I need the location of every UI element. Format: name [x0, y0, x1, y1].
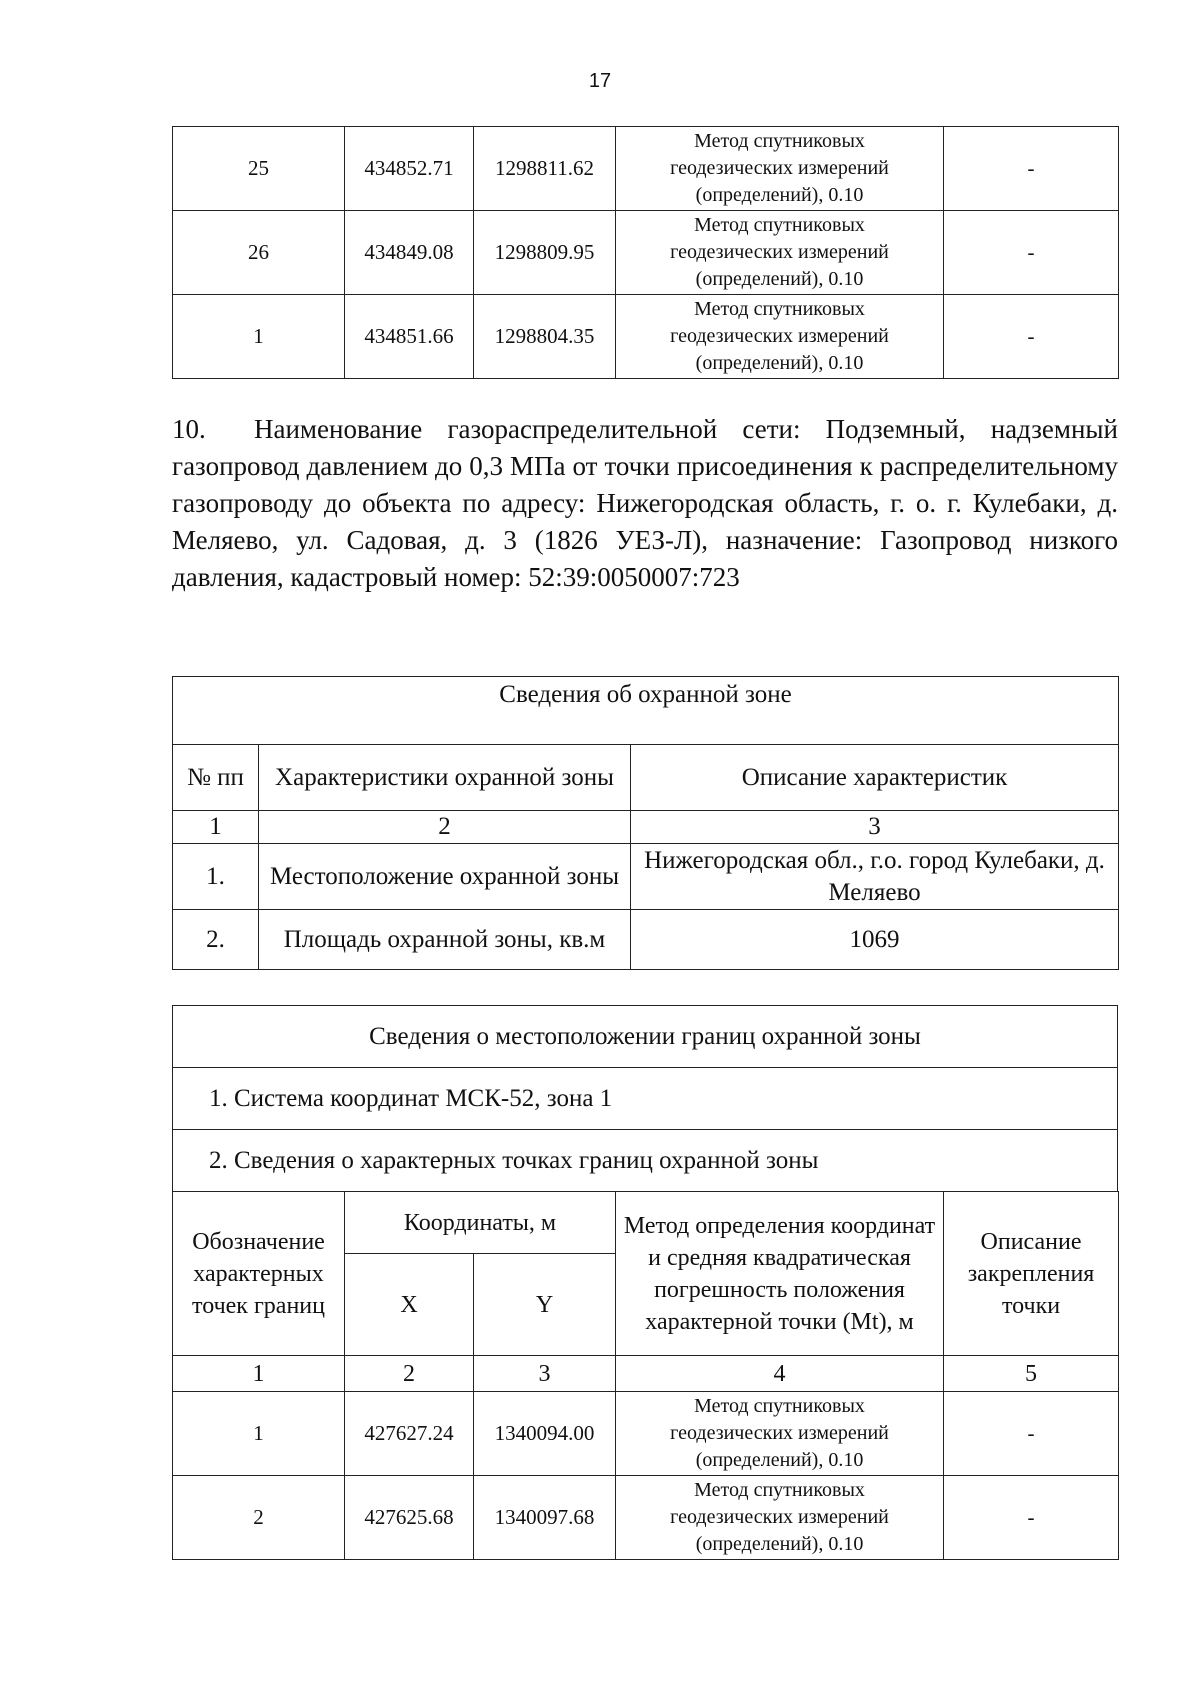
col-number: 5: [944, 1356, 1119, 1392]
column-numbers-row: [173, 1356, 1119, 1392]
header-y: Y: [474, 1254, 616, 1356]
col-number: 3: [631, 811, 1119, 844]
table-row: [173, 1068, 1118, 1130]
section-10-paragraph: [172, 411, 1118, 596]
col-number: 1: [173, 1356, 345, 1392]
point-method: Метод спутниковых геодезических измерений (определений), 0.10: [616, 1392, 944, 1476]
header-characteristics: Характеристики охранной зоны: [259, 745, 631, 811]
table-row: [173, 1130, 1118, 1192]
table-row: [173, 1392, 1119, 1476]
table-header-row: [173, 745, 1119, 811]
point-x: 427625.68: [345, 1476, 474, 1560]
point-y: 1298811.62: [474, 127, 616, 211]
section-text: Наименование газораспределительной сети: Подземный, надземный газопровод давлением до 0,3 МПа от точки присоединения к распределительному газопроводу до объекта по адресу: Нижегородская область, г. о. г. Кулебаки, д. Меляево, ул. Садовая, д. 3 (1826 УЕЗ-Л), назначение: Газопровод низкого давления, кадастровый номер: 52:39:0050007:723: [172, 414, 1118, 592]
point-id: 1: [173, 1392, 345, 1476]
col-number: 2: [259, 811, 631, 844]
header-coordinates: Координаты, м: [345, 1192, 616, 1254]
point-fixing: -: [944, 1392, 1119, 1476]
boundary-points-table: [172, 1191, 1119, 1560]
page-number: 17: [588, 70, 612, 92]
points-table-continuation: [172, 126, 1119, 379]
table-title-row: [173, 677, 1119, 745]
point-x: 434849.08: [345, 211, 474, 295]
header-x: X: [345, 1254, 474, 1356]
col-number: 2: [345, 1356, 474, 1392]
row-characteristic: Местоположение охранной зоны: [259, 844, 631, 910]
row-characteristic: Площадь охранной зоны, кв.м: [259, 910, 631, 970]
table-row: [173, 844, 1119, 910]
row-description: Нижегородская обл., г.о. город Кулебаки, д. Меляево: [631, 844, 1119, 910]
header-description: Описание характеристик: [631, 745, 1119, 811]
row-number: 1.: [173, 844, 259, 910]
zone-info-title: Сведения об охранной зоне: [173, 677, 1119, 745]
section-number: 10.: [172, 414, 206, 444]
point-x: 434852.71: [345, 127, 474, 211]
point-y: 1340094.00: [474, 1392, 616, 1476]
point-id: 26: [173, 211, 345, 295]
table-row: [173, 127, 1119, 211]
point-method: Метод спутниковых геодезических измерений (определений), 0.10: [616, 1476, 944, 1560]
row-number: 2.: [173, 910, 259, 970]
point-y: 1298809.95: [474, 211, 616, 295]
row-description: 1069: [631, 910, 1119, 970]
zone-info-table: [172, 676, 1119, 970]
point-method: Метод спутниковых геодезических измерений (определений), 0.10: [616, 127, 944, 211]
table-row: [173, 1476, 1119, 1560]
point-fixing: -: [944, 1476, 1119, 1560]
point-id: 2: [173, 1476, 345, 1560]
col-number: 1: [173, 811, 259, 844]
point-y: 1298804.35: [474, 295, 616, 379]
point-id: 25: [173, 127, 345, 211]
table-row: [173, 910, 1119, 970]
boundary-info-table: [172, 1005, 1118, 1192]
header-fixing: Описание закрепления точки: [944, 1192, 1119, 1356]
table-header-row: [173, 1192, 1119, 1254]
point-fixing: -: [944, 295, 1119, 379]
point-y: 1340097.68: [474, 1476, 616, 1560]
table-title-row: [173, 1006, 1118, 1068]
point-x: 427627.24: [345, 1392, 474, 1476]
table-row: [173, 295, 1119, 379]
point-id: 1: [173, 295, 345, 379]
point-method: Метод спутниковых геодезических измерений (определений), 0.10: [616, 211, 944, 295]
boundary-title: Сведения о местоположении границ охранной зоны: [173, 1006, 1118, 1068]
point-fixing: -: [944, 127, 1119, 211]
points-title: 2. Сведения о характерных точках границ охранной зоны: [173, 1130, 1118, 1192]
header-designation: Обозначение характерных точек границ: [173, 1192, 345, 1356]
point-x: 434851.66: [345, 295, 474, 379]
col-number: 3: [474, 1356, 616, 1392]
header-method: Метод определения координат и средняя квадратическая погрешность положения характерной точки (Mt), м: [616, 1192, 944, 1356]
column-numbers-row: [173, 811, 1119, 844]
header-number: № пп: [173, 745, 259, 811]
table-row: [173, 211, 1119, 295]
col-number: 4: [616, 1356, 944, 1392]
coordinate-system: 1. Система координат МСК-52, зона 1: [173, 1068, 1118, 1130]
point-fixing: -: [944, 211, 1119, 295]
point-method: Метод спутниковых геодезических измерений (определений), 0.10: [616, 295, 944, 379]
